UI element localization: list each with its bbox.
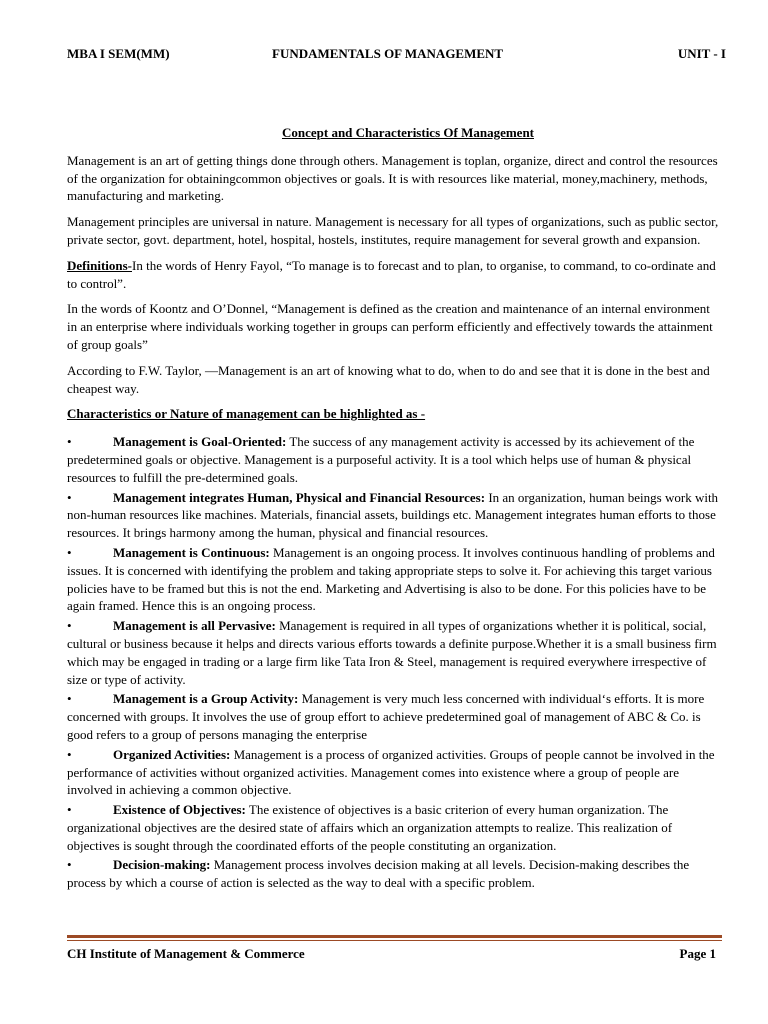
footer-page-number: Page 1: [679, 946, 716, 961]
definitions-label: Definitions-: [67, 257, 132, 273]
definition-fayol-text: In the words of Henry Fayol, “To manage is to forecast and to plan, to organise, to command, to co-ordinate and to control”.: [67, 257, 716, 291]
characteristics-list: [67, 433, 719, 892]
characteristic-item: [67, 801, 719, 854]
intro-paragraph-1: Management is an art of getting things done through others. Management is toplan, organize, direct and control the resources of the organization for obtainingcommon objectives or goals. It is with resources like material, money,machinery, methods, manufacturing and marketing.: [67, 152, 718, 204]
definition-taylor: According to F.W. Taylor, ―Management is an art of knowing what to do, when to do and see that it is done in the best and cheapest way.: [67, 362, 710, 396]
bullet-icon: •: [67, 802, 72, 818]
header-unit: UNIT - I: [677, 46, 726, 61]
characteristic-item: [67, 489, 719, 542]
bullet-icon: •: [67, 691, 72, 707]
footer-rule-thick: [67, 935, 722, 938]
document-body: [67, 124, 719, 894]
characteristic-text: Management process involves decision making at all levels. Decision-making describes the process by which a course of action is selected as the way to deal with a specific problem.: [67, 857, 690, 891]
characteristic-text: The existence of objectives is a basic criterion of every human organization. The organizational objectives are the desired state of affairs which an organization attempts to realize. This realization of objectives is sought through the coordinated efforts of the people constituting an organization.: [67, 802, 673, 853]
header-course: MBA I SEM(MM): [67, 46, 170, 61]
bullet-icon: •: [67, 618, 72, 634]
characteristic-title: Management is all Pervasive:: [113, 618, 276, 634]
characteristic-title: Management is Goal-Oriented:: [113, 434, 287, 450]
characteristic-item: [67, 746, 719, 799]
characteristic-title: Existence of Objectives:: [113, 802, 246, 818]
characteristic-title: Management integrates Human, Physical and Financial Resources:: [113, 489, 486, 505]
characteristic-title: Decision-making:: [113, 857, 211, 873]
bullet-icon: •: [67, 544, 72, 560]
characteristic-title: Management is Continuous:: [113, 544, 270, 560]
characteristic-text: Management is required in all types of organizations whether it is political, social, cultural or business because it helps and directs various efforts towards a definite purpose.Whether it is a small business firm which may be engaged in trading or a large firm like Tata Iron & Steel, management is required everywhere irrespective of size or type of activity.: [67, 618, 717, 687]
characteristic-title: Management is a Group Activity:: [113, 691, 299, 707]
characteristic-text: Management is a process of organized activities. Groups of people cannot be involved in the performance of activities without organized activities. Management comes into existence where a group of people are involved in achieving a common objective.: [67, 746, 715, 798]
bullet-icon: •: [67, 434, 72, 450]
characteristic-text: In an organization, human beings work with non-human resources like machines. Materials, financial assets, buildings etc. Management integrates human efforts to those resources. It brings harmony among the human, physical and financial resources.: [67, 489, 719, 541]
footer-institute: CH Institute of Management & Commerce: [67, 946, 305, 961]
bullet-icon: •: [67, 746, 72, 762]
characteristic-item: [67, 690, 719, 743]
characteristic-item: [67, 856, 719, 892]
bullet-icon: •: [67, 857, 72, 873]
intro-paragraph-2: Management principles are universal in nature. Management is necessary for all types of organizations, such as public sector, private sector, govt. department, hotel, hospital, hostels, institutes, require management for several growth and expansion.: [67, 214, 719, 247]
bullet-icon: •: [67, 489, 72, 505]
characteristic-text: Management is an ongoing process. It involves continuous handling of problems and issues. It is concerned with identifying the problem and taking appropriate steps to solve it. For achieving this target various policies have to be framed but this is not the end. Marketing and Advertising is also to be done. For this policies have to be again framed. Hence this is an ongoing process.: [67, 544, 715, 614]
page-title: Concept and Characteristics Of Management: [281, 125, 534, 140]
characteristic-item: [67, 544, 719, 615]
characteristic-item: [67, 433, 719, 486]
header-subject: FUNDAMENTALS OF MANAGEMENT: [272, 46, 504, 61]
characteristic-text: Management is very much less concerned with individual‘s efforts. It is more concerned with groups. It involves the use of group effort to achieve predetermined goal of management of ABC & Co. is good refers to a group of persons managing the enterprise: [67, 691, 705, 742]
characteristic-title: Organized Activities:: [113, 746, 231, 762]
footer-rule-thin: [67, 940, 722, 941]
definition-koontz: In the words of Koontz and O’Donnel, “Management is defined as the creation and maintenance of an internal environment in an enterprise where individuals working together in groups can perform efficiently and effectively towards the attainment of group goals”: [67, 301, 713, 352]
characteristic-item: [67, 617, 719, 688]
characteristics-heading: Characteristics or Nature of management can be highlighted as -: [67, 406, 426, 422]
characteristic-text: The success of any management activity is accessed by its achievement of the predetermined goals or objective. Management is a purposeful activity. It is a tool which helps use of human & physical resources to fulfill the pre-determined goals.: [67, 434, 695, 485]
definition-fayol: [67, 257, 719, 293]
